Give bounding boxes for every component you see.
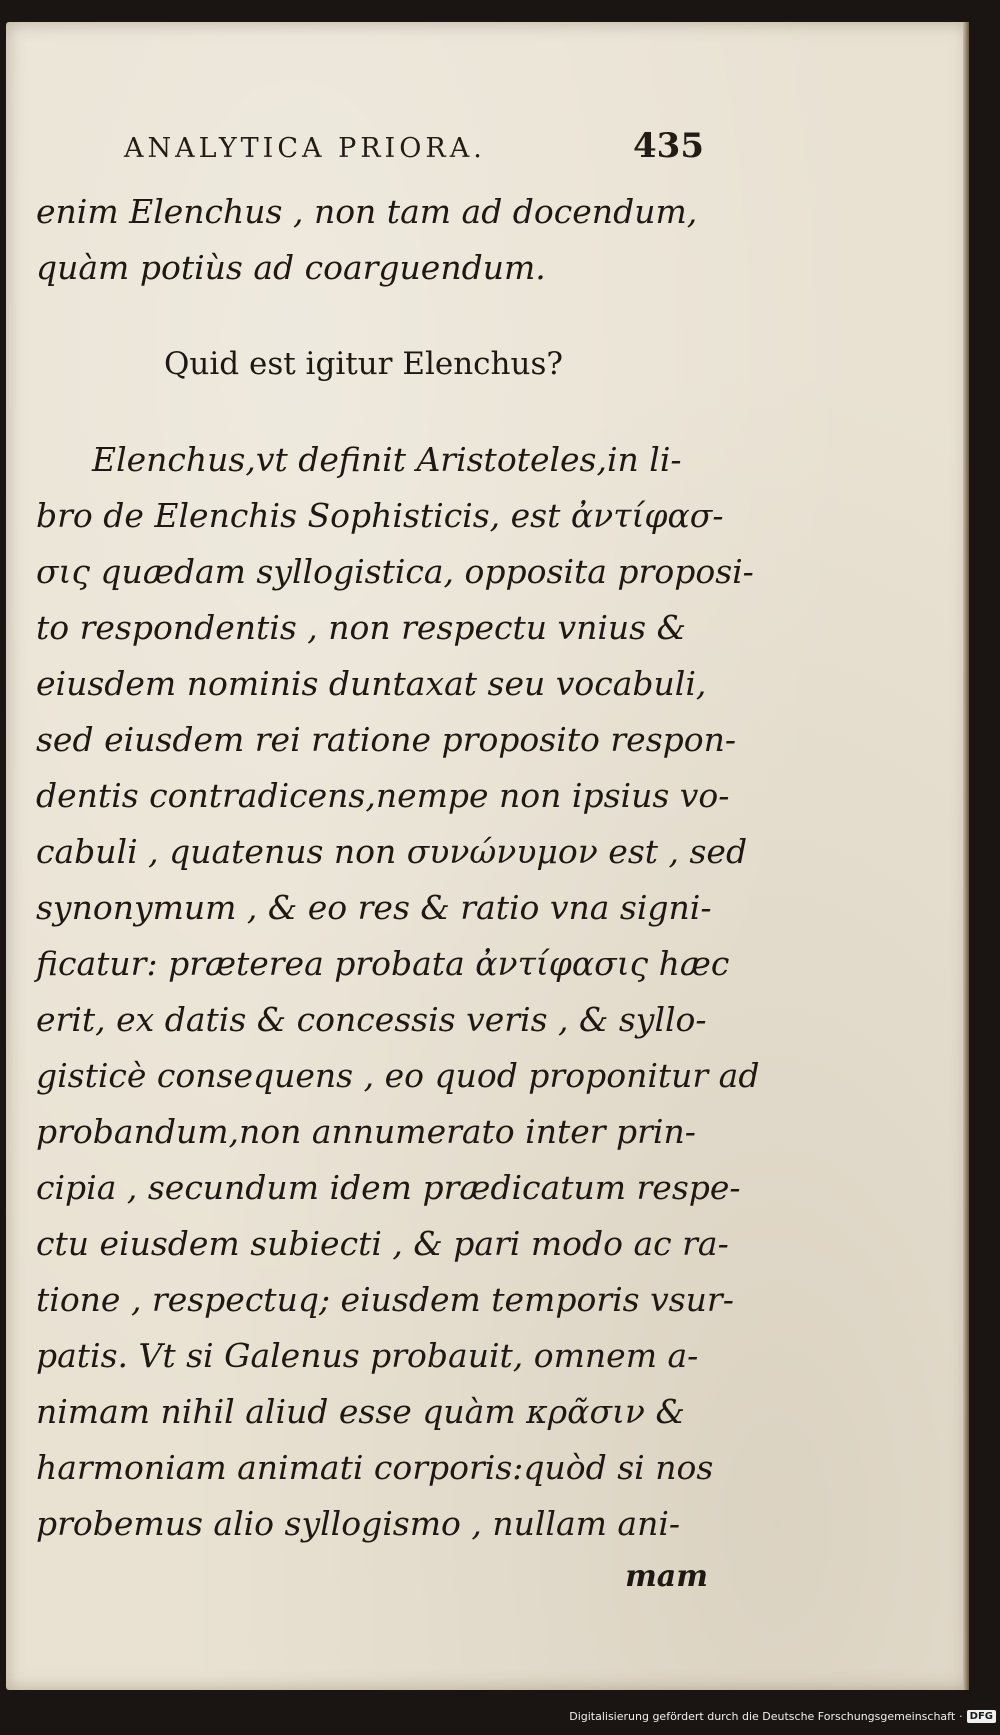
text-line: ficatur: præterea probata ἀντίφασις hæc <box>36 944 730 983</box>
text-line: eiusdem nominis duntaxat seu vocabuli, <box>36 664 707 703</box>
text-line: ctu eiusdem subiecti , & pari modo ac ra- <box>36 1224 729 1263</box>
page-number: 435 <box>633 126 704 166</box>
footer-separator: · <box>959 1709 963 1723</box>
text-line: dentis contradicens,nempe non ipsius vo- <box>36 776 730 815</box>
question-heading: Quid est igitur Elenchus? <box>164 346 564 382</box>
text-line: harmoniam animati corporis:quòd si nos <box>36 1448 714 1487</box>
text-line: probemus alio syllogismo , nullam ani- <box>36 1504 681 1543</box>
text-line: patis. Vt si Galenus probauit, omnem a- <box>36 1336 699 1375</box>
text-block <box>36 184 760 1602</box>
text-line: enim Elenchus , non tam ad docendum, <box>36 192 698 231</box>
text-line: synonymum , & eo res & ratio vna signi- <box>36 888 712 927</box>
text-line: quàm potiùs ad coarguendum. <box>36 248 546 287</box>
text-line: sed eiusdem rei ratione proposito respon- <box>36 720 737 759</box>
text-line: σις quædam syllogistica, opposita proposi- <box>36 552 754 591</box>
text-line: to respondentis , non respectu vnius & <box>36 608 686 647</box>
running-title: ANALYTICA PRIORA. <box>124 133 486 164</box>
catchword: mam <box>625 1559 708 1594</box>
text-line: nimam nihil aliud esse quàm κρᾶσιν & <box>36 1392 685 1431</box>
text-line: tione , respectuq; eiusdem temporis vsur- <box>36 1280 734 1319</box>
text-line: cipia , secundum idem prædicatum respe- <box>36 1168 741 1207</box>
footer-credit: Digitalisierung gefördert durch die Deutsche Forschungsgemeinschaft <box>569 1709 956 1723</box>
page-header <box>124 126 704 176</box>
digitization-footer <box>569 1707 996 1725</box>
dfg-logo: DFG <box>967 1710 996 1723</box>
text-line: gisticè consequens , eo quod proponitur ad <box>36 1056 760 1095</box>
text-line: Elenchus,vt definit Aristoteles,in li- <box>92 440 682 479</box>
text-line: bro de Elenchis Sophisticis, est ἀντίφασ- <box>36 496 724 535</box>
text-line: erit, ex datis & concessis veris , & syllo- <box>36 1000 707 1039</box>
text-line: probandum,non annumerato inter prin- <box>36 1112 696 1151</box>
text-line: cabuli , quatenus non συνώνυμον est , sed <box>36 832 748 871</box>
page-edge <box>963 22 969 1690</box>
